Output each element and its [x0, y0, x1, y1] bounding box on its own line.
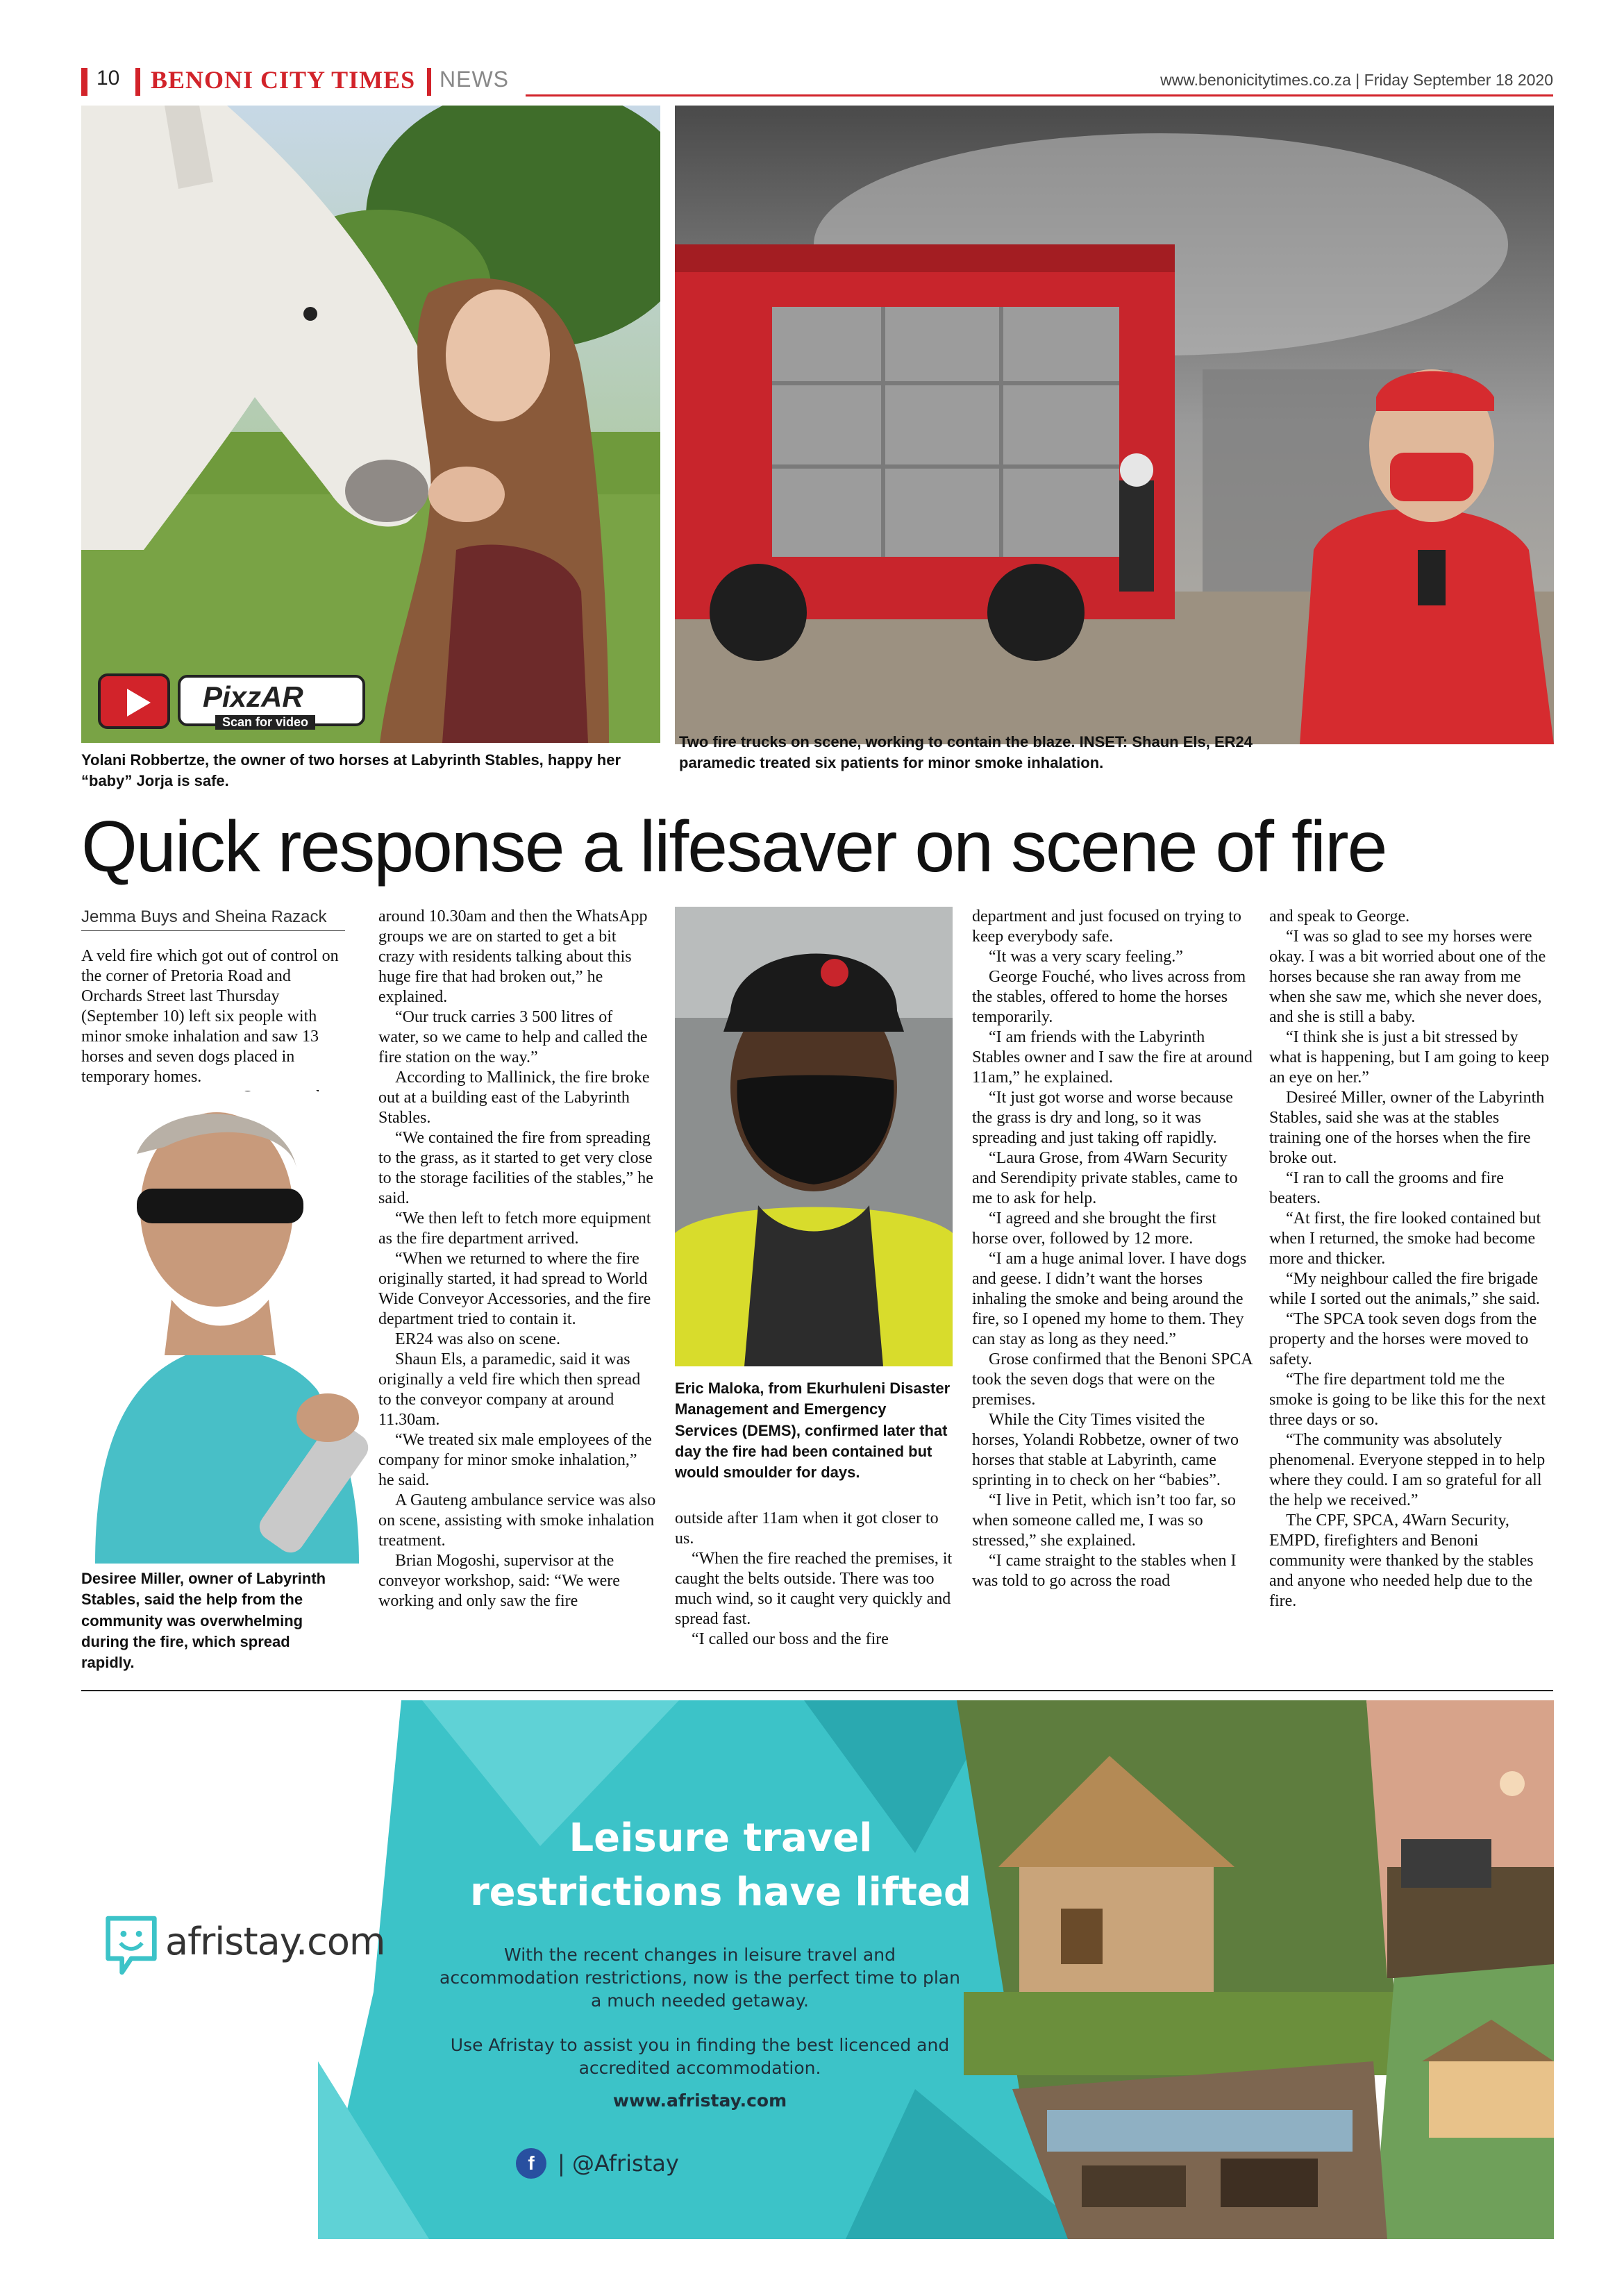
article-paragraph: “It just got worse and worse because the grass is dry and long, so it was spreading and just taking off rapidly. — [972, 1089, 1233, 1147]
site-and-date: www.benonicitytimes.co.za | Friday September 18 2020 — [1155, 71, 1553, 90]
article-paragraph: “I am a huge animal lover. I have dogs and geese. I didn’t want the horses inhaling the smoke and being around the fire, so I opened my home to them. They can stay as long as they need.” — [972, 1250, 1247, 1348]
article-paragraph: “Our truck carries 3 500 litres of water, so we came to help and called the fire station on the way.” — [378, 1008, 648, 1066]
article-paragraph: ER24 was also on scene. — [395, 1330, 560, 1348]
page-number: 10 — [97, 67, 120, 90]
header-red-bar — [81, 68, 87, 96]
paper-name: BENONI CITY TIMES — [151, 66, 416, 94]
article-col-3 — [675, 1509, 953, 1650]
maloka-photo — [675, 907, 953, 1366]
page-header — [81, 67, 1553, 101]
article-paragraph: “Laura Grose, from 4Warn Security and Serendipity private stables, came to me to ask for help. — [972, 1149, 1238, 1207]
facebook-icon[interactable]: f — [516, 2148, 546, 2179]
article-text — [378, 907, 656, 1611]
advert-title-line: restrictions have lifted — [469, 1870, 972, 1915]
article-paragraph: Brian Mogoshi, supervisor at the conveyor workshop, said: “We were working and only saw the fire — [378, 1552, 620, 1610]
header-rule — [526, 94, 1553, 97]
headline: Quick response a lifesaver on scene of fire — [81, 807, 1387, 887]
article-paragraph: According to Mallinick, the fire broke out at a building east of the Labyrinth Stables. — [378, 1069, 650, 1127]
header-separator — [135, 68, 140, 96]
article-paragraph: “When we returned to where the fire originally started, it had spread to World Wide Conveyor Accessories, and the fire department tried to contain it. — [378, 1250, 651, 1328]
advert-body-1: With the recent changes in leisure travel and accommodation restrictions, now is the perfect time to plan a much needed getaway. — [440, 1945, 960, 2011]
article-paragraph: “I am friends with the Labyrinth Stables owner and I saw the fire at around 11am,” he explained. — [972, 1028, 1253, 1087]
article-paragraph: “I live in Petit, which isn’t too far, so when someone called me, I was so stressed,” she explained. — [972, 1491, 1236, 1550]
article-paragraph: “My neighbour called the fire brigade while I sorted out the animals,” she said. — [1269, 1270, 1540, 1308]
article-text — [1269, 907, 1550, 1611]
fire-truck-photo — [675, 106, 1554, 744]
byline: Jemma Buys and Sheina Razack — [81, 907, 327, 926]
pixzar-sub: Scan for video — [215, 715, 315, 730]
advert-url[interactable]: www.afristay.com — [612, 2090, 787, 2111]
article-paragraph: and speak to George. — [1269, 907, 1410, 925]
article-paragraph: “We then left to fetch more equipment as the fire department arrived. — [378, 1209, 651, 1248]
article-paragraph: “I was so glad to see my horses were okay. I was a bit worried about one of the horses because she ran away from me when she saw me, which she never does, and she is still a baby. — [1269, 928, 1546, 1026]
article-paragraph: “We treated six male employees of the company for minor smoke inhalation,” he said. — [378, 1431, 652, 1489]
article-paragraph: Desireé Miller, owner of the Labyrinth Stables, said she was at the stables training one of the horses when the fire broke out. — [1269, 1089, 1545, 1167]
play-button-icon[interactable] — [98, 673, 170, 729]
article-paragraph: “I think she is just a bit stressed by what is happening, but I am going to keep an eye on her.” — [1269, 1028, 1550, 1087]
article-paragraph: “At first, the fire looked contained but when I returned, the smoke had become more and thicker. — [1269, 1209, 1541, 1268]
article-paragraph: “It was a very scary feeling.” — [989, 948, 1183, 966]
article-paragraph: “The SPCA took seven dogs from the property and the horses were moved to safety. — [1269, 1310, 1537, 1368]
advert-title-line: Leisure travel — [569, 1816, 873, 1861]
advert-title — [457, 1811, 985, 1920]
article-paragraph: “I came straight to the stables when I was told to go across the road — [972, 1552, 1237, 1590]
fire-caption: Two fire trucks on scene, working to contain the blaze. INSET: Shaun Els, ER24 paramedic treated six patients for minor smoke inhalation. — [679, 733, 1253, 772]
article-paragraph: “The community was absolutely phenomenal. Everyone stepped in to help where they could. I am so grateful for all the help we received.” — [1269, 1431, 1546, 1509]
maloka-caption: Eric Maloka, from Ekurhuleni Disaster Management and Emergency Services (DEMS), confirmed later that day the fire had been contained but would smoulder for days. — [675, 1380, 951, 1482]
advert-body-2: Use Afristay to assist you in finding the best licenced and accredited accommodation. — [450, 2035, 950, 2078]
pixzar-logo: PixzAR — [203, 680, 303, 713]
article-col-2 — [378, 907, 656, 1611]
article-paragraph: While the City Times visited the horses, Yolandi Robbetze, owner of two horses that stable at Labyrinth, came sprinting in to check on her “babies”. — [972, 1411, 1239, 1489]
article-paragraph: “I ran to call the grooms and fire beaters. — [1269, 1169, 1504, 1207]
horse-caption: Yolani Robbertze, the owner of two horses at Labyrinth Stables, happy her “baby” Jorja is safe. — [81, 751, 621, 790]
article-paragraph: outside after 11am when it got closer to us. — [675, 1509, 939, 1548]
afristay-logo-text[interactable]: afristay.com — [165, 1920, 385, 1963]
afristay-advert[interactable] — [318, 1700, 1554, 2239]
article-col-5 — [1269, 907, 1550, 1611]
article-paragraph: A Gauteng ambulance service was also on scene, assisting with smoke inhalation treatment. — [378, 1491, 656, 1550]
article-paragraph: “The fire department told me the smoke is going to be like this for the next three days or so. — [1269, 1371, 1546, 1429]
article-text — [972, 907, 1253, 1591]
article-paragraph: “We contained the fire from spreading to the grass, as it started to get very close to the storage facilities of the stables,” he said. — [378, 1129, 653, 1207]
byline-rule — [81, 930, 345, 931]
advert-social-handle[interactable]: | @Afristay — [558, 2150, 679, 2177]
miller-photo — [81, 1091, 376, 1564]
pixzar-logo-box — [178, 675, 365, 729]
article-paragraph: A veld fire which got out of control on the corner of Pretoria Road and Orchards Street last Thursday (September 10) left six people with minor smoke inhalation and saw 13 horses and seven dogs placed in temporary homes. — [81, 947, 339, 1086]
article-text — [675, 1509, 953, 1650]
afristay-smile-icon — [100, 1911, 162, 1980]
article-paragraph: George Fouché, who lives across from the stables, offered to home the horses temporarily. — [972, 968, 1246, 1026]
article-paragraph: department and just focused on trying to keep everybody safe. — [972, 907, 1241, 946]
article-paragraph: The CPF, SPCA, 4Warn Security, EMPD, firefighters and Benoni community were thanked by the stables and anyone who needed help due to the fire. — [1269, 1511, 1534, 1610]
section-name: NEWS — [440, 67, 509, 92]
article-paragraph: Shaun Els, a paramedic, said it was originally a veld fire which then spread to the conveyor company at around 11.30am. — [378, 1350, 641, 1429]
horse-photo — [81, 106, 660, 743]
miller-caption: Desiree Miller, owner of Labyrinth Stables, said the help from the community was overwhelming during the fire, which spread rapidly. — [81, 1570, 326, 1672]
article-col-4 — [972, 907, 1253, 1591]
article-paragraph: around 10.30am and then the WhatsApp groups we are on started to get a bit crazy with residents talking about this huge fire that had broken out,” he explained. — [378, 907, 648, 1006]
header-separator — [427, 68, 431, 96]
article-paragraph: “I called our boss and the fire — [692, 1630, 889, 1648]
article-paragraph: Grose confirmed that the Benoni SPCA took the seven dogs that were on the premises. — [972, 1350, 1253, 1409]
article-paragraph: “When the fire reached the premises, it caught the belts outside. There was too much wind, so it caught very quickly and spread fast. — [675, 1550, 953, 1628]
pixzar-badge[interactable] — [98, 673, 372, 730]
article-col-1 — [81, 946, 345, 1087]
article-paragraph: “I agreed and she brought the first horse over, followed by 12 more. — [972, 1209, 1216, 1248]
article-bottom-rule — [81, 1690, 1553, 1691]
